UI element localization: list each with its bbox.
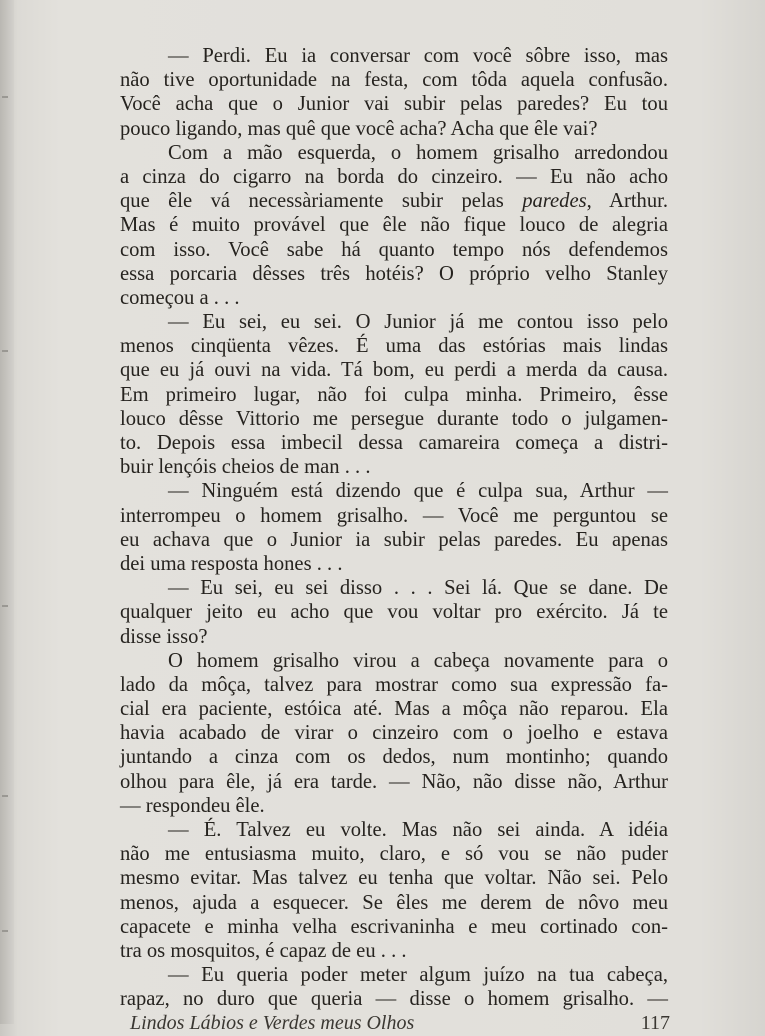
text-line: tra os mosquitos, é capaz de eu . . . xyxy=(120,939,407,962)
text-line: menos, ajuda a esquecer. Se êles me derem de nôvo meu xyxy=(120,891,668,914)
text-line: pouco ligando, mas quê que você acha? Acha que êle vai? xyxy=(120,117,598,140)
text-line: havia acabado de virar o cinzeiro com o joelho e estava xyxy=(120,722,668,745)
text-line: Em primeiro lugar, não foi culpa minha. Primeiro, êsse xyxy=(120,383,668,406)
binding-stitch xyxy=(2,795,8,797)
text-line: dei uma resposta hones . . . xyxy=(120,552,343,575)
text-line: cial era paciente, estóica até. Mas a môça não reparou. Ela xyxy=(120,698,668,721)
text-line: — respondeu êle. xyxy=(120,794,265,817)
text-line: — Perdi. Eu ia conversar com você sôbre isso, mas xyxy=(168,45,668,67)
text-line: Mas é muito provável que êle não fique louco de alegria xyxy=(120,214,668,237)
text-line: olhou para êle, já era tarde. — Não, não disse não, Arthur xyxy=(120,770,668,793)
text-line: louco dêsse Vittorio me persegue durante todo o julgamen- xyxy=(120,407,668,430)
text-line: — Eu sei, eu sei disso . . . Sei lá. Que se dane. De xyxy=(168,577,668,600)
text-line: interrompeu o homem grisalho. — Você me perguntou se xyxy=(120,504,668,527)
text-line: a cinza do cigarro na borda do cinzeiro. — Eu não acho xyxy=(120,165,668,188)
body-text xyxy=(120,44,668,1012)
text-line: — Ninguém está dizendo que é culpa sua, Arthur — xyxy=(168,480,668,503)
text-line: — Eu sei, eu sei. O Junior já me contou isso pelo xyxy=(168,311,668,334)
text-line: essa porcaria dêsses três hotéis? O próprio velho Stanley xyxy=(120,262,668,285)
text-line: to. Depois essa imbecil dessa camareira começa a distri- xyxy=(120,432,668,454)
text-line: menos cinqüenta vêzes. É uma das estórias mais lindas xyxy=(120,335,668,358)
text-line: Com a mão esquerda, o homem grisalho arredondou xyxy=(168,141,668,164)
running-title: Lindos Lábios e Verdes meus Olhos xyxy=(130,1012,415,1034)
text-line: Você acha que o Junior vai subir pelas paredes? Eu tou xyxy=(120,93,668,116)
text-line: qualquer jeito eu acho que vou voltar pro exército. Já te xyxy=(120,601,668,624)
binding-stitch xyxy=(2,350,8,352)
text-line: não tive oportunidade na festa, com tôda aquela confusão. xyxy=(120,69,668,92)
text-line: começou a . . . xyxy=(120,286,240,309)
text-line: O homem grisalho virou a cabeça novamente para o xyxy=(168,649,668,672)
text-line: buir lençóis cheios de man . . . xyxy=(120,456,371,479)
binding-stitch xyxy=(2,605,8,607)
text-line: — É. Talvez eu volte. Mas não sei ainda. A idéia xyxy=(168,819,668,841)
binding-stitch xyxy=(2,96,8,98)
text-line: disse isso? xyxy=(120,625,208,648)
page-footer xyxy=(130,1012,670,1036)
page-number: 117 xyxy=(640,1012,670,1034)
text-line: eu achava que o Junior ia subir pelas paredes. Eu apenas xyxy=(120,528,668,551)
text-line: capacete e minha velha escrivaninha e meu cortinado con- xyxy=(120,915,668,938)
text-line: — Eu queria poder meter algum juízo na tua cabeça, xyxy=(168,964,668,987)
text-line: rapaz, no duro que queria — disse o homem grisalho. — xyxy=(120,988,668,1011)
text-line: que êle vá necessàriamente subir pelas paredes, Arthur. xyxy=(120,190,668,213)
emphasis: paredes xyxy=(522,190,587,213)
text-line: com isso. Você sabe há quanto tempo nós defendemos xyxy=(120,238,668,261)
text-line: que eu já ouvi na vida. Tá bom, eu perdi a merda da causa. xyxy=(120,359,668,382)
binding-stitch xyxy=(2,930,8,932)
text-line: mesmo evitar. Mas talvez eu tenha que voltar. Não sei. Pelo xyxy=(120,867,668,890)
page-binding-edge xyxy=(0,0,14,1024)
text-line: não me entusiasma muito, claro, e só vou se não puder xyxy=(120,843,668,866)
text-line: juntando a cinza com os dedos, num montinho; quando xyxy=(120,746,668,769)
text-line: lado da môça, talvez para mostrar como sua expressão fa- xyxy=(120,673,668,696)
